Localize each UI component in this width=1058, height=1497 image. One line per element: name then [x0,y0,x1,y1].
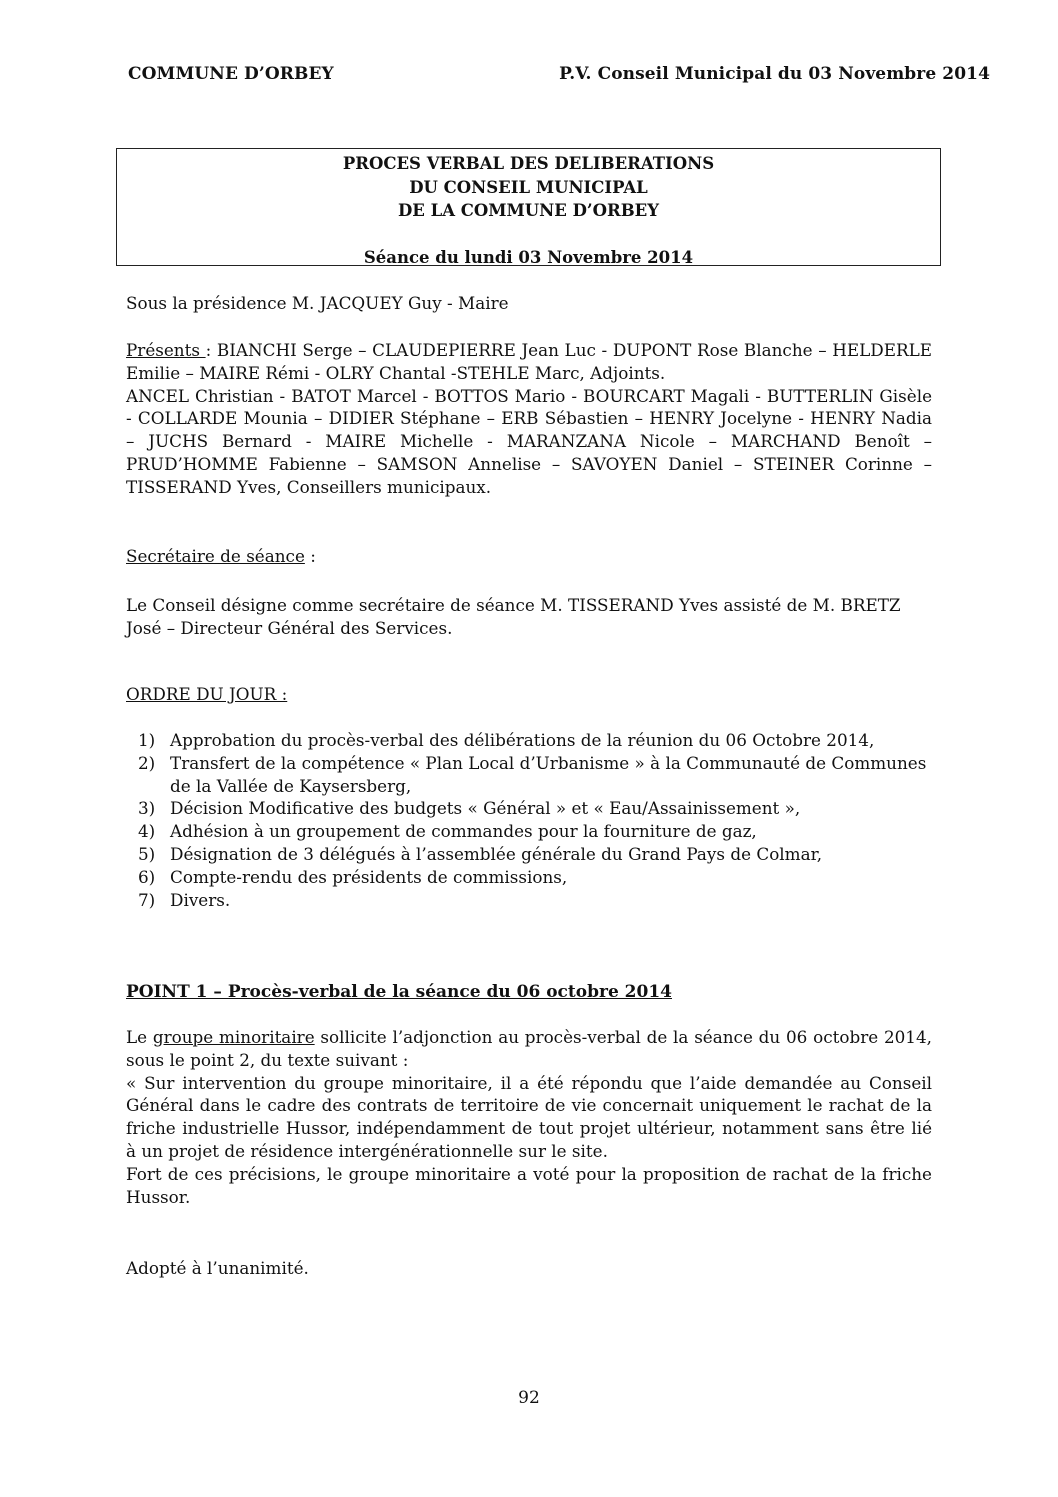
point1-quote: « Sur intervention du groupe minoritaire, il a été répondu que l’aide demandée au Conseil Général dans le cadre des contrats de territoire de vie concernait uniquement le rachat de la friche industrielle Hussor, indépendamment de tout projet ultérieur, notamment sans être lié à un projet de résidence intergénérationnelle sur le site. [126,1072,932,1161]
agenda-item-number: 1) [138,730,156,750]
title-line-3: DE LA COMMUNE D’ORBEY [397,201,660,220]
agenda-item [126,866,932,889]
agenda-item-number: 6) [138,866,156,887]
agenda-item [126,820,932,843]
title-line-1: PROCES VERBAL DES DELIBERATIONS [342,154,715,173]
agenda-item [126,889,932,912]
presents-colon: : [205,340,217,360]
secretaire-text-block [126,594,916,640]
agenda-list [126,729,932,911]
title-line-2: DU CONSEIL MUNICIPAL [409,177,648,197]
agenda-item-text: Désignation de 3 délégués à l’assemblée générale du Grand Pays de Colmar, [170,843,823,864]
page-number: 92 [518,1388,540,1408]
presents-label: Présents [126,340,206,360]
agenda-item-number: 5) [138,843,156,864]
point1-title: POINT 1 – Procès-verbal de la séance du 06 octobre 2014 [126,982,672,1002]
secretaire-section [126,545,932,568]
ordre-du-jour-heading [126,683,932,706]
agenda-item-number: 4) [138,821,156,842]
agenda-item [126,843,932,866]
point1-result: Adopté à l’unanimité. [126,1258,309,1278]
point1-followup: Fort de ces précisions, le groupe minoritaire a voté pour la proposition de rachat de la friche Hussor. [126,1163,932,1207]
header-pv-title: P.V. Conseil Municipal du 03 Novembre 2014 [559,64,990,84]
point1-intro-prefix: Le [126,1027,153,1047]
agenda-item-text: Transfert de la compétence « Plan Local d’Urbanisme » à la Communauté de Communes de la Vallée de Kaysersberg, [170,752,927,796]
header-commune: COMMUNE D’ORBEY [128,64,334,84]
presidence-text: Sous la présidence M. JACQUEY Guy - Maire [126,293,509,313]
agenda-item-text: Approbation du procès-verbal des délibérations de la réunion du 06 Octobre 2014, [170,730,875,750]
agenda-item [126,797,932,820]
agenda [126,729,932,911]
session-date: Séance du lundi 03 Novembre 2014 [363,247,694,267]
point1-result-block [126,1257,932,1280]
agenda-item-number: 7) [138,889,156,910]
agenda-item-text: Adhésion à un groupement de commandes pour la fourniture de gaz, [170,821,757,842]
secretaire-text: Le Conseil désigne comme secrétaire de séance M. TISSERAND Yves assisté de M. BRETZ José – Directeur Général des Services. [126,595,901,638]
point1-heading [126,981,932,1004]
presents-adjoints: BIANCHI Serge – CLAUDEPIERRE Jean Luc - DUPONT Rose Blanche – HELDERLE Emilie – MAIRE Rémi - OLRY Chantal -STEHLE Marc, Adjoints. [126,340,932,383]
title-box [116,148,941,266]
ordre-du-jour-label: ORDRE DU JOUR : [126,684,288,704]
groupe-minoritaire-underlined: groupe minoritaire [152,1027,315,1047]
agenda-item [126,752,932,798]
agenda-item-number: 2) [138,752,156,773]
point1-intro-suffix: sollicite l’adjonction au procès-verbal de la séance du 06 octobre 2014, sous le point 2, du texte suivant : [126,1027,932,1070]
presents-section [126,339,932,499]
agenda-item [126,729,932,752]
agenda-item-number: 3) [138,798,156,819]
agenda-item-text: Décision Modificative des budgets « Général » et « Eau/Assainissement », [170,798,801,819]
secretaire-label: Secrétaire de séance [126,546,305,566]
presents-conseillers: ANCEL Christian - BATOT Marcel - BOTTOS Mario - BOURCART Magali - BUTTERLIN Gisèle - COLLARDE Mounia – DIDIER Stéphane – ERB Sébastien – HENRY Jocelyne - HENRY Nadia – JUCHS Bernard - MAIRE Michelle - MARANZANA Nicole – MARCHAND Benoît – PRUD’HOMME Fabienne – SAMSON Annelise – SAVOYEN Daniel – STEINER Corinne – TISSERAND Yves, Conseillers municipaux. [126,385,932,497]
agenda-item-text: Divers. [170,889,231,910]
secretaire-colon: : [304,546,316,566]
point1-body [126,1026,932,1208]
agenda-item-text: Compte-rendu des présidents de commissions, [170,866,568,887]
presidence [126,292,932,315]
